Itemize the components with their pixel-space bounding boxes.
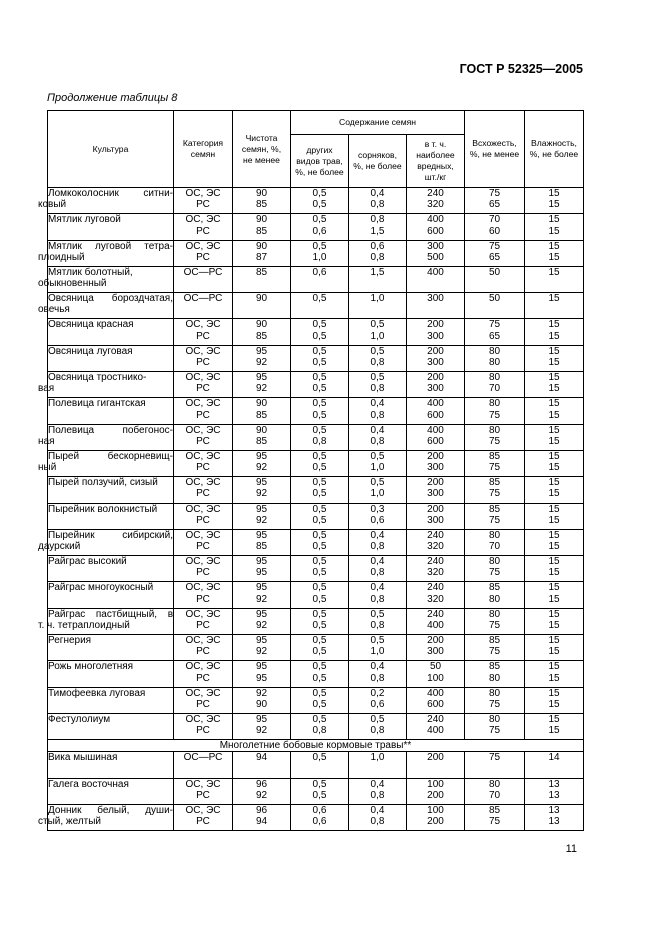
header-other-species: других видов трав, %, не более [291, 135, 349, 188]
table-row [48, 424, 584, 450]
moisture-value: 15 15 [525, 582, 584, 608]
other-species-value: 0,5 0,5 [291, 661, 349, 687]
other-species-value: 0,5 0,5 [291, 687, 349, 713]
purity-value: 95 95 [233, 661, 291, 687]
germination-value: 85 75 [465, 635, 525, 661]
germination-value: 80 75 [465, 687, 525, 713]
harmful-value: 50 100 [407, 661, 465, 687]
other-species-value: 0,5 [291, 752, 349, 778]
germination-value: 50 [465, 266, 525, 292]
page-number: 11 [565, 843, 577, 855]
seed-category: ОС, ЭС РС [174, 450, 233, 476]
other-species-value: 0,5 0,5 [291, 345, 349, 371]
purity-value: 90 [233, 293, 291, 319]
crop-name: Рожь многолетняя [48, 661, 174, 687]
crop-name: Регнерия [48, 635, 174, 661]
seed-category: ОС, ЭС РС [174, 661, 233, 687]
crop-name: Полевица побегонос- ная [48, 424, 174, 450]
table-row [48, 345, 584, 371]
crop-name: Райграс многоукосный [48, 582, 174, 608]
other-species-value: 0,5 0,5 [291, 398, 349, 424]
other-species-value: 0,5 0,8 [291, 713, 349, 739]
table-row [48, 188, 584, 214]
crop-name: Овсяница красная [48, 319, 174, 345]
other-species-value: 0,5 0,5 [291, 778, 349, 804]
harmful-value: 400 600 [407, 424, 465, 450]
harmful-value: 200 300 [407, 345, 465, 371]
crop-name: Райграс пастбищный, в т. ч. тетраплоидный [48, 608, 174, 634]
moisture-value: 15 15 [525, 529, 584, 555]
seed-category: ОС, ЭС РС [174, 188, 233, 214]
harmful-value: 200 300 [407, 372, 465, 398]
harmful-value: 200 300 [407, 319, 465, 345]
other-species-value: 0,5 [291, 293, 349, 319]
table-row [48, 266, 584, 292]
weeds-value: 0,3 0,6 [349, 503, 407, 529]
crop-name: Мятлик луговой тетра- плоидный [48, 240, 174, 266]
purity-value: 95 92 [233, 345, 291, 371]
table-row [48, 503, 584, 529]
harmful-value: 200 300 [407, 635, 465, 661]
header-purity: Чистота семян, %, не менее [233, 111, 291, 188]
purity-value: 95 95 [233, 556, 291, 582]
crop-name: Пырей ползучий, сизый [48, 477, 174, 503]
purity-value: 96 94 [233, 805, 291, 831]
harmful-value: 100 200 [407, 778, 465, 804]
table-row [48, 805, 584, 831]
crop-name: Овсяница тростнико- вая [48, 372, 174, 398]
moisture-value: 13 13 [525, 805, 584, 831]
moisture-value: 15 15 [525, 477, 584, 503]
moisture-value: 15 15 [525, 188, 584, 214]
harmful-value: 100 200 [407, 805, 465, 831]
table-row [48, 582, 584, 608]
purity-value: 95 92 [233, 713, 291, 739]
table-row [48, 556, 584, 582]
moisture-value: 15 15 [525, 608, 584, 634]
harmful-value: 240 400 [407, 608, 465, 634]
moisture-value: 15 15 [525, 372, 584, 398]
weeds-value: 0,6 0,8 [349, 240, 407, 266]
purity-value: 95 92 [233, 582, 291, 608]
weeds-value: 0,2 0,6 [349, 687, 407, 713]
weeds-value: 0,5 0,8 [349, 608, 407, 634]
other-species-value: 0,5 0,5 [291, 372, 349, 398]
harmful-value: 240 320 [407, 188, 465, 214]
seed-category: ОС—РС [174, 266, 233, 292]
harmful-value: 240 320 [407, 556, 465, 582]
weeds-value: 1,5 [349, 266, 407, 292]
harmful-value: 400 600 [407, 687, 465, 713]
crop-name: Фестулолиум [48, 713, 174, 739]
weeds-value: 0,5 1,0 [349, 477, 407, 503]
table-row [48, 450, 584, 476]
header-harmful: в т. ч. наиболее вредных, шт./кг [407, 135, 465, 188]
seed-category: ОС, ЭС РС [174, 398, 233, 424]
other-species-value: 0,6 [291, 266, 349, 292]
moisture-value: 15 15 [525, 556, 584, 582]
germination-value: 75 65 [465, 240, 525, 266]
harmful-value: 240 400 [407, 713, 465, 739]
header-crop: Культура [48, 111, 174, 188]
weeds-value: 0,4 0,8 [349, 778, 407, 804]
purity-value: 95 92 [233, 635, 291, 661]
seed-category: ОС, ЭС РС [174, 805, 233, 831]
other-species-value: 0,5 0,5 [291, 319, 349, 345]
weeds-value: 0,4 0,8 [349, 661, 407, 687]
germination-value: 75 65 [465, 319, 525, 345]
moisture-value: 15 15 [525, 240, 584, 266]
header-germination: Всхожесть, %, не менее [465, 111, 525, 188]
purity-value: 90 85 [233, 424, 291, 450]
purity-value: 92 90 [233, 687, 291, 713]
germination-value: 85 80 [465, 582, 525, 608]
other-species-value: 0,5 0,6 [291, 214, 349, 240]
seed-category: ОС, ЭС РС [174, 424, 233, 450]
moisture-value: 15 15 [525, 319, 584, 345]
germination-value: 80 75 [465, 713, 525, 739]
seed-quality-table [38, 110, 584, 831]
moisture-value: 15 [525, 293, 584, 319]
seed-category: ОС—РС [174, 293, 233, 319]
table-row [48, 398, 584, 424]
harmful-value: 200 300 [407, 503, 465, 529]
purity-value: 90 85 [233, 319, 291, 345]
crop-name: Пырей бескорневищ- ный [48, 450, 174, 476]
germination-value: 85 75 [465, 477, 525, 503]
header-moisture: Влажность, %, не более [525, 111, 584, 188]
germination-value: 75 65 [465, 188, 525, 214]
table-row [48, 687, 584, 713]
purity-value: 94 [233, 752, 291, 778]
germination-value: 85 75 [465, 450, 525, 476]
moisture-value: 15 15 [525, 713, 584, 739]
table-row [48, 372, 584, 398]
weeds-value: 0,5 0,8 [349, 372, 407, 398]
table-row [48, 608, 584, 634]
germination-value: 80 70 [465, 372, 525, 398]
weeds-value: 0,4 0,8 [349, 398, 407, 424]
section-row [48, 740, 584, 752]
crop-name: Райграс высокий [48, 556, 174, 582]
crop-name: Пырейник сибирский, даурский [48, 529, 174, 555]
other-species-value: 0,5 0,8 [291, 424, 349, 450]
harmful-value: 400 600 [407, 214, 465, 240]
moisture-value: 15 15 [525, 687, 584, 713]
germination-value: 80 75 [465, 398, 525, 424]
other-species-value: 0,5 0,5 [291, 450, 349, 476]
table-row [48, 477, 584, 503]
weeds-value: 0,4 0,8 [349, 529, 407, 555]
purity-value: 90 85 [233, 188, 291, 214]
other-species-value: 0,5 0,5 [291, 635, 349, 661]
moisture-value: 14 [525, 752, 584, 778]
harmful-value: 300 [407, 293, 465, 319]
seed-category: ОС, ЭС РС [174, 778, 233, 804]
harmful-value: 400 [407, 266, 465, 292]
moisture-value: 15 15 [525, 398, 584, 424]
moisture-value: 13 13 [525, 778, 584, 804]
purity-value: 95 92 [233, 477, 291, 503]
weeds-value: 0,5 1,0 [349, 450, 407, 476]
weeds-value: 0,4 0,8 [349, 805, 407, 831]
table-row [48, 293, 584, 319]
weeds-value: 0,8 1,5 [349, 214, 407, 240]
purity-value: 85 [233, 266, 291, 292]
crop-name: Ломкоколосник ситни- ковый [48, 188, 174, 214]
purity-value: 96 92 [233, 778, 291, 804]
harmful-value: 300 500 [407, 240, 465, 266]
purity-value: 95 92 [233, 608, 291, 634]
seed-category: ОС, ЭС РС [174, 477, 233, 503]
other-species-value: 0,5 0,5 [291, 503, 349, 529]
germination-value: 80 75 [465, 608, 525, 634]
crop-name: Овсяница бороздчатая, овечья [48, 293, 174, 319]
other-species-value: 0,5 0,5 [291, 529, 349, 555]
germination-value: 85 80 [465, 661, 525, 687]
crop-name: Галега восточная [48, 778, 174, 804]
moisture-value: 15 15 [525, 450, 584, 476]
seed-category: ОС—РС [174, 752, 233, 778]
germination-value: 80 75 [465, 556, 525, 582]
seed-category: ОС, ЭС РС [174, 713, 233, 739]
table-row [48, 214, 584, 240]
harmful-value: 400 600 [407, 398, 465, 424]
table-row [48, 778, 584, 804]
germination-value: 80 70 [465, 778, 525, 804]
crop-name: Тимофеевка луговая [48, 687, 174, 713]
crop-name: Овсяница луговая [48, 345, 174, 371]
other-species-value: 0,5 0,5 [291, 188, 349, 214]
weeds-value: 0,4 0,8 [349, 424, 407, 450]
germination-value: 80 80 [465, 345, 525, 371]
crop-name: Вика мышиная [48, 752, 174, 778]
moisture-value: 15 15 [525, 661, 584, 687]
harmful-value: 200 300 [407, 450, 465, 476]
table-row [48, 752, 584, 778]
seed-category: ОС, ЭС РС [174, 529, 233, 555]
purity-value: 95 92 [233, 372, 291, 398]
weeds-value: 0,4 0,8 [349, 582, 407, 608]
weeds-value: 0,4 0,8 [349, 188, 407, 214]
crop-name: Полевица гигантская [48, 398, 174, 424]
moisture-value: 15 15 [525, 345, 584, 371]
table-row [48, 661, 584, 687]
harmful-value: 200 300 [407, 477, 465, 503]
harmful-value: 240 320 [407, 582, 465, 608]
moisture-value: 15 15 [525, 214, 584, 240]
table-row [48, 713, 584, 739]
seed-category: ОС, ЭС РС [174, 635, 233, 661]
weeds-value: 0,5 0,8 [349, 713, 407, 739]
germination-value: 75 [465, 752, 525, 778]
moisture-value: 15 [525, 266, 584, 292]
seed-category: ОС, ЭС РС [174, 372, 233, 398]
germination-value: 80 70 [465, 529, 525, 555]
other-species-value: 0,5 0,5 [291, 477, 349, 503]
seed-category: ОС, ЭС РС [174, 345, 233, 371]
weeds-value: 0,5 1,0 [349, 635, 407, 661]
harmful-value: 200 [407, 752, 465, 778]
germination-value: 85 75 [465, 503, 525, 529]
weeds-value: 0,4 0,8 [349, 556, 407, 582]
moisture-value: 15 15 [525, 635, 584, 661]
purity-value: 95 92 [233, 450, 291, 476]
weeds-value: 0,5 1,0 [349, 319, 407, 345]
seed-category: ОС, ЭС РС [174, 556, 233, 582]
crop-name: Мятлик болотный, обыкновенный [48, 266, 174, 292]
weeds-value: 0,5 0,8 [349, 345, 407, 371]
seed-category: ОС, ЭС РС [174, 503, 233, 529]
other-species-value: 0,6 0,6 [291, 805, 349, 831]
other-species-value: 0,5 1,0 [291, 240, 349, 266]
seed-category: ОС, ЭС РС [174, 608, 233, 634]
purity-value: 95 92 [233, 503, 291, 529]
crop-name: Донник белый, души- стый, желтый [48, 805, 174, 831]
purity-value: 90 85 [233, 398, 291, 424]
harmful-value: 240 320 [407, 529, 465, 555]
other-species-value: 0,5 0,5 [291, 608, 349, 634]
table-row [48, 319, 584, 345]
header-weeds: сорняков, %, не более [349, 135, 407, 188]
weeds-value: 1,0 [349, 752, 407, 778]
section-title: Многолетние бобовые кормовые травы** [48, 740, 584, 752]
seed-category: ОС, ЭС РС [174, 214, 233, 240]
moisture-value: 15 15 [525, 503, 584, 529]
seed-category: ОС, ЭС РС [174, 582, 233, 608]
purity-value: 95 85 [233, 529, 291, 555]
table-continuation-caption: Продолжение таблицы 8 [47, 92, 178, 104]
table-row [48, 240, 584, 266]
other-species-value: 0,5 0,5 [291, 582, 349, 608]
crop-name: Пырейник волокнистый [48, 503, 174, 529]
seed-category: ОС, ЭС РС [174, 319, 233, 345]
header-seed-content: Содержание семян [291, 111, 465, 135]
weeds-value: 1,0 [349, 293, 407, 319]
crop-name: Мятлик луговой [48, 214, 174, 240]
table-row [48, 635, 584, 661]
germination-value: 50 [465, 293, 525, 319]
germination-value: 80 75 [465, 424, 525, 450]
header-category: Категория семян [174, 111, 233, 188]
moisture-value: 15 15 [525, 424, 584, 450]
germination-value: 70 60 [465, 214, 525, 240]
seed-category: ОС, ЭС РС [174, 687, 233, 713]
purity-value: 90 87 [233, 240, 291, 266]
purity-value: 90 85 [233, 214, 291, 240]
other-species-value: 0,5 0,5 [291, 556, 349, 582]
document-code: ГОСТ Р 52325—2005 [459, 62, 583, 76]
germination-value: 85 75 [465, 805, 525, 831]
seed-category: ОС, ЭС РС [174, 240, 233, 266]
table-row [48, 529, 584, 555]
